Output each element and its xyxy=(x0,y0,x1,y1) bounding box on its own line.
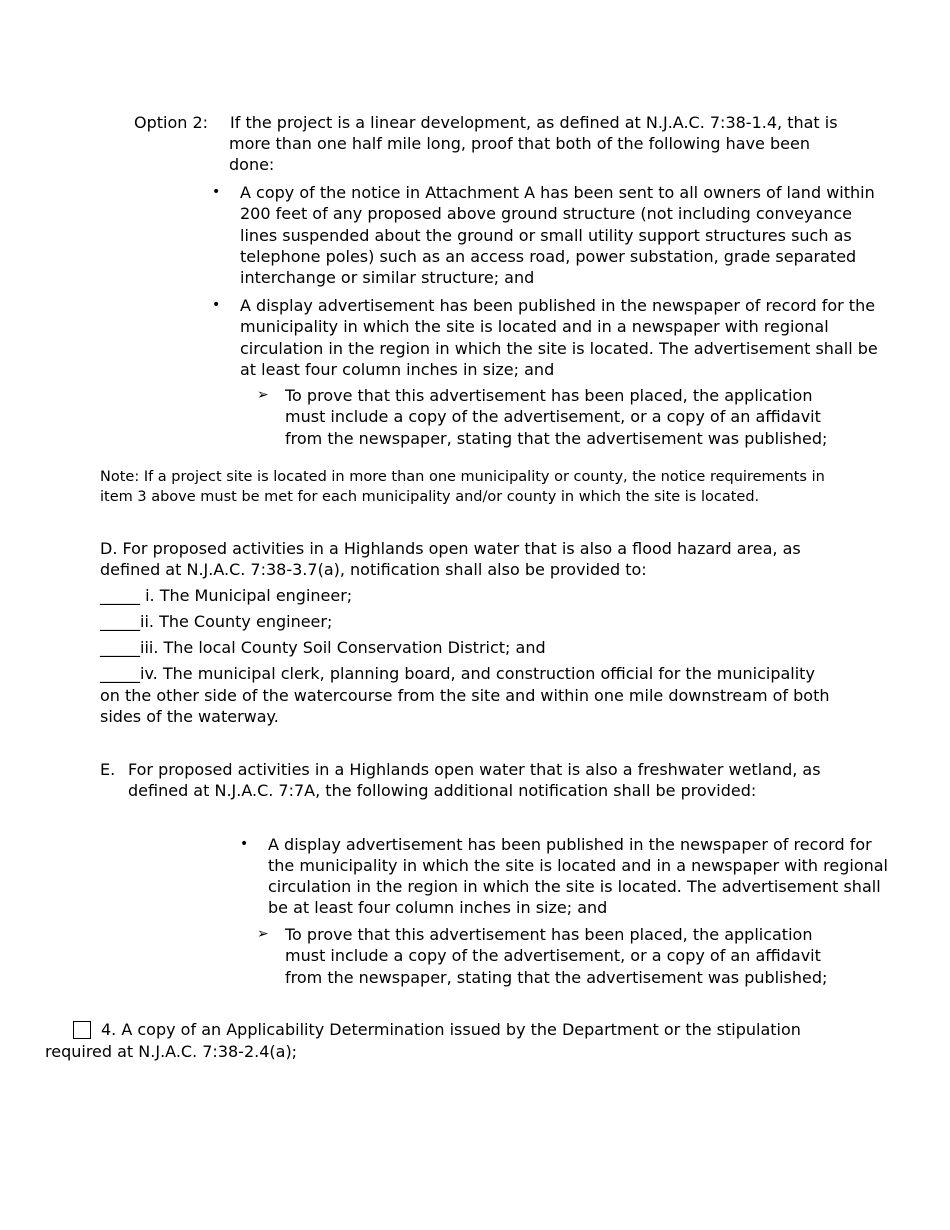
arrow-bullet-icon: ➢ xyxy=(257,926,269,942)
bullet-text-line: 200 feet of any proposed above ground structure (not including conveyance xyxy=(240,204,852,223)
bullet-text-line: municipality in which the site is located and in a newspaper with regional xyxy=(240,317,829,336)
bullet-text-line: A display advertisement has been published in the newspaper of record for xyxy=(268,835,872,854)
section-d-line: sides of the waterway. xyxy=(100,707,279,726)
item-4-line: required at N.J.A.C. 7:38-2.4(a); xyxy=(45,1042,298,1061)
note-line: item 3 above must be met for each municipality and/or county in which the site is located. xyxy=(100,489,760,505)
bullet-text-line: be at least four column inches in size; and xyxy=(268,898,608,917)
bullet-text-line: A copy of the notice in Attachment A has been sent to all owners of land within xyxy=(240,183,875,202)
bullet-icon: • xyxy=(212,184,221,200)
bullet-text-line: circulation in the region in which the site is located. The advertisement shall xyxy=(268,877,881,896)
bullet-text-line: interchange or similar structure; and xyxy=(240,268,535,287)
bullet-text-line: the municipality in which the site is located and in a newspaper with regional xyxy=(268,856,888,875)
bullet-text-line: A display advertisement has been published in the newspaper of record for the xyxy=(240,296,876,315)
subbullet-text-line: must include a copy of the advertisement, or a copy of an affidavit xyxy=(285,946,821,965)
section-e-line: For proposed activities in a Highlands open water that is also a freshwater wetland, as xyxy=(128,760,821,779)
subbullet-text-line: To prove that this advertisement has been placed, the application xyxy=(285,925,813,944)
section-d-item: _____ i. The Municipal engineer; xyxy=(100,586,353,605)
option-text-line: more than one half mile long, proof that both of the following have been xyxy=(229,134,810,153)
section-d-line: D. For proposed activities in a Highlands open water that is also a flood hazard area, as xyxy=(100,539,801,558)
note-line: Note: If a project site is located in more than one municipality or county, the notice requirements in xyxy=(100,469,825,485)
section-e-line: defined at N.J.A.C. 7:7A, the following additional notification shall be provided: xyxy=(128,781,757,800)
section-d-item: _____iv. The municipal clerk, planning board, and construction official for the municipality xyxy=(100,664,815,683)
bullet-text-line: telephone poles) such as an access road, power substation, grade separated xyxy=(240,247,857,266)
item-4-line: 4. A copy of an Applicability Determination issued by the Department or the stipulation xyxy=(101,1020,801,1039)
option-text-line: If the project is a linear development, as defined at N.J.A.C. 7:38-1.4, that is xyxy=(230,113,838,132)
section-d-item: _____iii. The local County Soil Conservation District; and xyxy=(100,638,546,657)
section-e-label: E. xyxy=(100,760,116,779)
bullet-text-line: at least four column inches in size; and xyxy=(240,360,555,379)
subbullet-text-line: To prove that this advertisement has been placed, the application xyxy=(285,386,813,405)
section-d-item: _____ii. The County engineer; xyxy=(100,612,333,631)
bullet-icon: • xyxy=(240,836,249,852)
option-label: Option 2: xyxy=(134,113,209,132)
bullet-text-line: circulation in the region in which the site is located. The advertisement shall be xyxy=(240,339,878,358)
subbullet-text-line: from the newspaper, stating that the advertisement was published; xyxy=(285,968,828,987)
item-4-checkbox[interactable] xyxy=(73,1021,91,1039)
subbullet-text-line: must include a copy of the advertisement, or a copy of an affidavit xyxy=(285,407,821,426)
bullet-icon: • xyxy=(212,297,221,313)
arrow-bullet-icon: ➢ xyxy=(257,387,269,403)
option-text-line: done: xyxy=(229,155,275,174)
section-d-line: on the other side of the watercourse from the site and within one mile downstream of both xyxy=(100,686,830,705)
section-d-line: defined at N.J.A.C. 7:38-3.7(a), notification shall also be provided to: xyxy=(100,560,647,579)
subbullet-text-line: from the newspaper, stating that the advertisement was published; xyxy=(285,429,828,448)
bullet-text-line: lines suspended about the ground or small utility support structures such as xyxy=(240,226,852,245)
